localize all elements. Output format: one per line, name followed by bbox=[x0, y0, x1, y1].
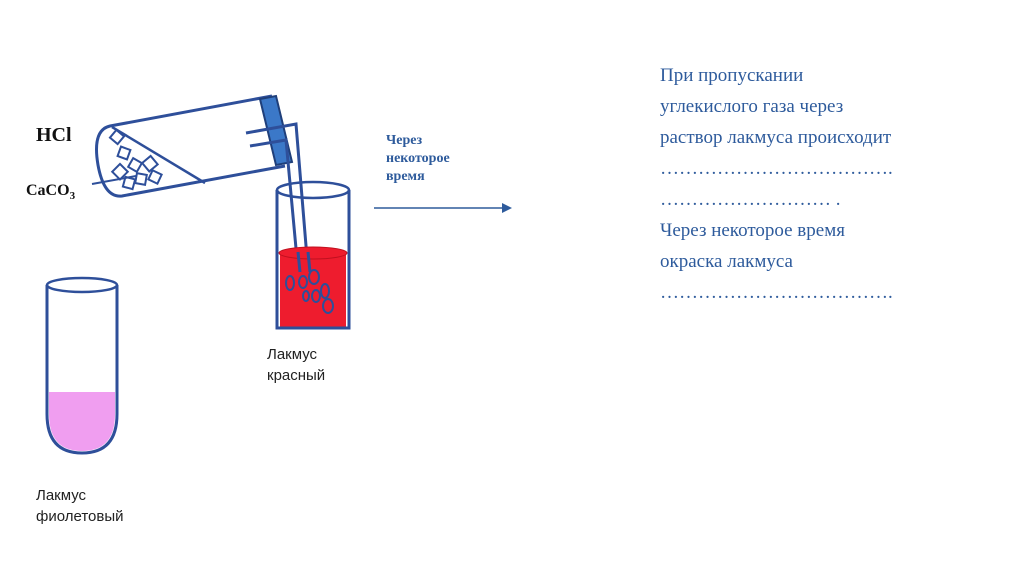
task-text-line: раствор лакмуса происходит bbox=[660, 127, 892, 148]
red-litmus-label bbox=[267, 344, 325, 386]
caco3-label bbox=[26, 182, 75, 202]
task-blank-line: ……………………… . bbox=[660, 189, 841, 210]
task-text-line: углекислого газа через bbox=[660, 96, 844, 117]
arrow-label bbox=[386, 132, 496, 186]
reaction-arrow bbox=[374, 203, 512, 213]
task-text-line: При пропускании bbox=[660, 65, 804, 86]
hcl-label: HCl bbox=[36, 124, 72, 146]
arrow-label-line: некоторое bbox=[386, 151, 450, 166]
violet-litmus-label-line: Лакмус bbox=[36, 487, 87, 504]
caco3-subscript: 3 bbox=[69, 190, 76, 203]
red-litmus-beaker bbox=[277, 182, 349, 328]
arrow-label-line: Через bbox=[386, 133, 423, 148]
red-litmus-label-line: Лакмус bbox=[267, 346, 318, 363]
violet-litmus-label bbox=[36, 485, 124, 527]
task-blank-line: ………………………………. bbox=[660, 158, 893, 179]
violet-litmus-label-line: фиолетовый bbox=[36, 508, 124, 525]
arrow-label-line: время bbox=[386, 169, 425, 184]
task-text-line: окраска лакмуса bbox=[660, 251, 793, 272]
violet-litmus-tube bbox=[47, 278, 117, 453]
caco3-formula: CaCO bbox=[26, 182, 70, 199]
task-text-block bbox=[660, 60, 1000, 308]
task-text-line: Через некоторое время bbox=[660, 220, 845, 241]
caco3-pointer bbox=[92, 176, 136, 184]
red-litmus-label-line: красный bbox=[267, 367, 326, 384]
task-blank-line: ………………………………. bbox=[660, 282, 893, 303]
